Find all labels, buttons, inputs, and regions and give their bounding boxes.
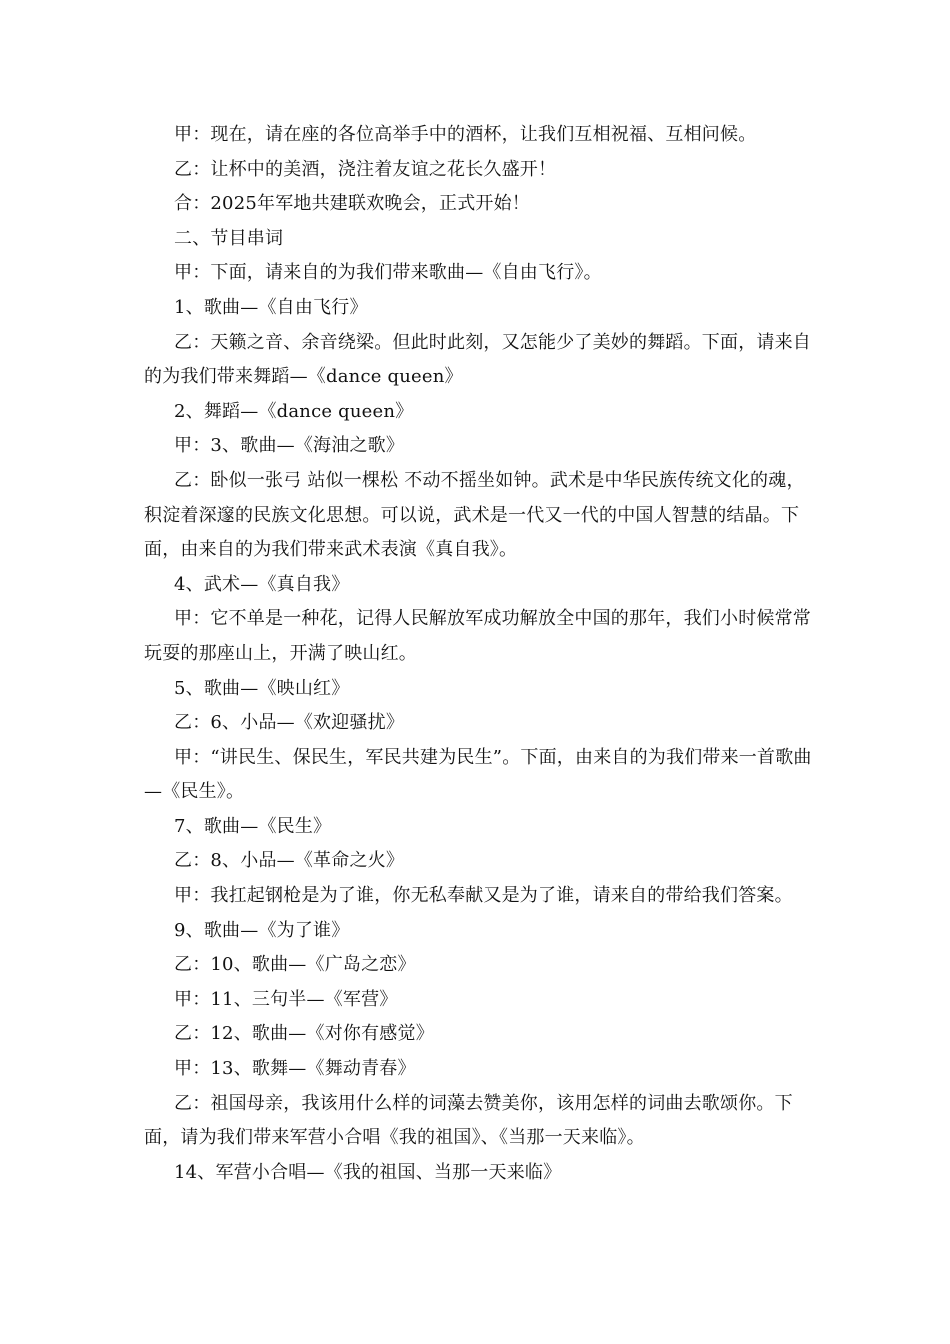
program-item-6: 乙：6、小品—《欢迎骚扰》 <box>174 712 405 734</box>
paragraph-intro-dance: 乙：天籁之音、余音绕梁。但此时此刻，又怎能少了美妙的舞蹈。下面，请来自的为我们带来舞蹈—《dance queen》 <box>144 331 811 388</box>
paragraph-intro-song-5: 甲：它不单是一种花，记得人民解放军成功解放全中国的那年，我们小时候常常玩耍的那座山上，开满了映山红。 <box>144 608 811 664</box>
paragraph-toast: 甲：现在，请在座的各位高举手中的酒杯，让我们互相祝福、互相问候。 <box>174 124 757 145</box>
program-item-11: 甲：11、三句半—《军营》 <box>174 988 398 1010</box>
paragraph-intro-song-9: 甲：我扛起钢枪是为了谁，你无私奉献又是为了谁，请来自的带给我们答案。 <box>174 885 793 907</box>
program-item-13: 甲：13、歌舞—《舞动青春》 <box>174 1058 416 1080</box>
program-item-14: 14、军营小合唱—《我的祖国、当那一天来临》 <box>174 1161 562 1183</box>
program-item-9: 9、歌曲—《为了谁》 <box>174 919 350 941</box>
program-item-10: 乙：10、歌曲—《广岛之恋》 <box>174 954 416 976</box>
program-item-7: 7、歌曲—《民生》 <box>174 815 332 837</box>
section-heading: 二、节目串词 <box>174 227 284 249</box>
document-body <box>144 118 814 1190</box>
paragraph-intro-song-1: 甲：下面，请来自的为我们带来歌曲—《自由飞行》。 <box>174 262 602 284</box>
program-item-8: 乙：8、小品—《革命之火》 <box>174 850 405 872</box>
paragraph-intro-song-7: 甲：“讲民生、保民生，军民共建为民生”。下面，由来自的为我们带来一首歌曲—《民生》。 <box>144 746 812 803</box>
program-item-5: 5、歌曲—《映山红》 <box>174 677 350 699</box>
program-item-12: 乙：12、歌曲—《对你有感觉》 <box>174 1023 434 1045</box>
paragraph-intro-chorus: 乙：祖国母亲，我该用什么样的词藻去赞美你，该用怎样的词曲去歌颂你。下面，请为我们带来军营小合唱《我的祖国》、《当那一天来临》。 <box>144 1092 793 1149</box>
paragraph-friendship: 乙：让杯中的美酒，浇注着友谊之花长久盛开！ <box>174 158 557 180</box>
paragraph-opening: 合：2025年军地共建联欢晚会，正式开始！ <box>174 193 531 215</box>
program-item-1: 1、歌曲—《自由飞行》 <box>174 296 368 318</box>
program-item-2: 2、舞蹈—《dance queen》 <box>174 400 414 422</box>
paragraph-intro-martial-arts: 乙：卧似一张弓 站似一棵松 不动不摇坐如钟。武术是中华民族传统文化的魂，积淀着深邃的民族文化思想。可以说，武术是一代又一代的中国人智慧的结晶。下面，由来自的为我们带来武术表演《真自我》。 <box>144 469 805 561</box>
program-item-4: 4、武术—《真自我》 <box>174 573 350 595</box>
program-item-3: 甲：3、歌曲—《海油之歌》 <box>174 435 405 457</box>
